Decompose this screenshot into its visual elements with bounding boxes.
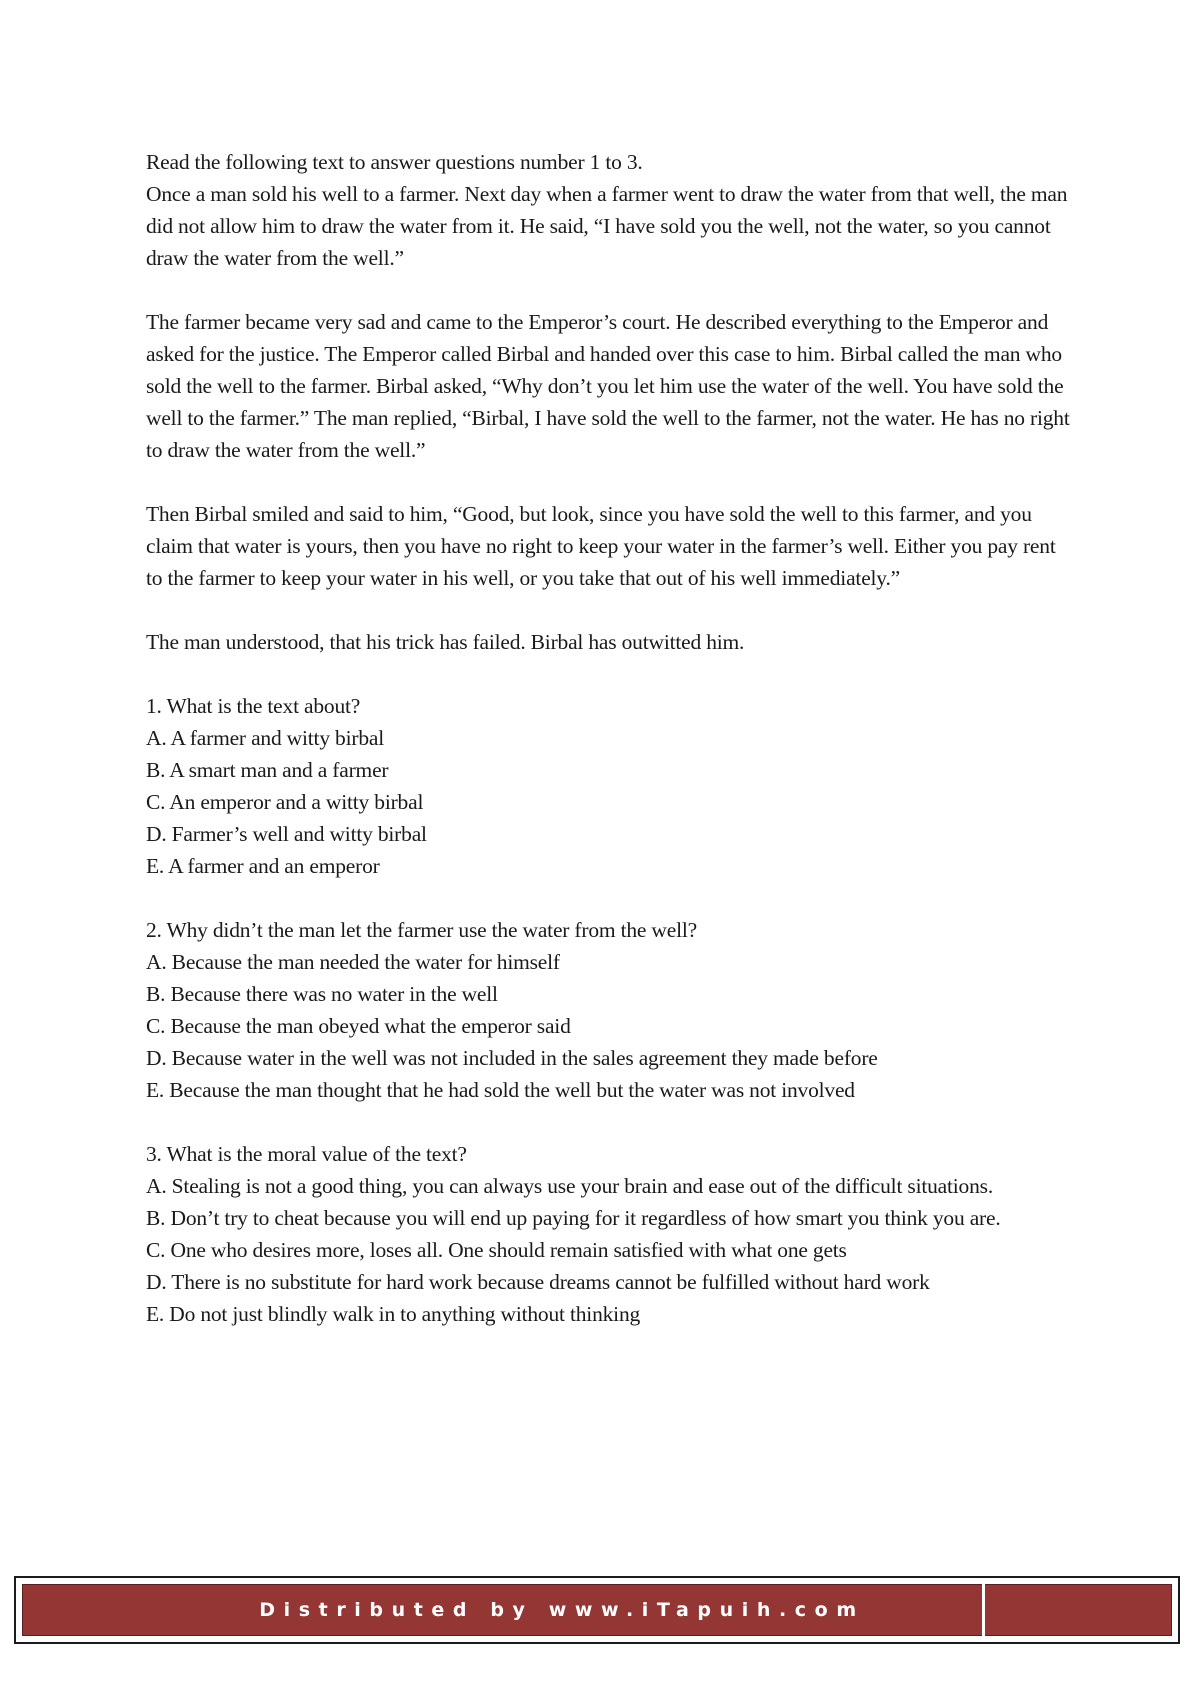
document-body [146,146,1076,1330]
footer-divider [982,1584,985,1636]
answer-option: D. There is no substitute for hard work because dreams cannot be fulfilled without hard work [146,1270,930,1294]
passage-paragraph-3: Then Birbal smiled and said to him, “Good, but look, since you have sold the well to this farmer, and you claim that water is yours, then you have no right to keep your water in the farmer’s well. Either you pay rent to the farmer to keep your water in his well, or you take that out of his well immediately.” [146,502,1056,590]
question-block-1 [146,690,1076,882]
question-text: 1. What is the text about? [146,694,361,718]
answer-option: E. Because the man thought that he had sold the well but the water was not involved [146,1078,855,1102]
paragraph-spacer [146,1106,1076,1138]
answer-option: B. Don’t try to cheat because you will end up paying for it regardless of how smart you think you are. [146,1206,1001,1230]
passage-paragraph-1: Once a man sold his well to a farmer. Next day when a farmer went to draw the water from that well, the man did not allow him to draw the water from it. He said, “I have sold you the well, not the water, so you cannot draw the water from the well.” [146,182,1068,270]
paragraph-spacer [146,658,1076,690]
answer-option: D. Farmer’s well and witty birbal [146,822,427,846]
answer-option: E. A farmer and an emperor [146,854,380,878]
footer-band [22,1584,1172,1636]
answer-option: C. An emperor and a witty birbal [146,790,424,814]
answer-option: C. One who desires more, loses all. One should remain satisfied with what one gets [146,1238,847,1262]
question-text: 3. What is the moral value of the text? [146,1142,467,1166]
paragraph-spacer [146,466,1076,498]
answer-option: A. Because the man needed the water for himself [146,950,560,974]
paragraph-spacer [146,882,1076,914]
question-block-3 [146,1138,1076,1330]
answer-option: B. A smart man and a farmer [146,758,389,782]
answer-option: A. Stealing is not a good thing, you can always use your brain and ease out of the difficult situations. [146,1174,994,1198]
paragraph-spacer [146,594,1076,626]
answer-option: E. Do not just blindly walk in to anything without thinking [146,1302,641,1326]
passage-paragraph-2: The farmer became very sad and came to the Emperor’s court. He described everything to the Emperor and asked for the justice. The Emperor called Birbal and handed over this case to him. Birbal called the man who sold the well to the farmer. Birbal asked, “Why don’t you let him use the water of the well. You have sold the well to the farmer.” The man replied, “Birbal, I have sold the well to the farmer, not the water. He has no right to draw the water from the well.” [146,310,1070,462]
answer-option: A. A farmer and witty birbal [146,726,385,750]
paragraph-spacer [146,274,1076,306]
answer-option: D. Because water in the well was not included in the sales agreement they made before [146,1046,878,1070]
passage-paragraph-4: The man understood, that his trick has failed. Birbal has outwitted him. [146,630,745,654]
question-text: 2. Why didn’t the man let the farmer use the water from the well? [146,918,697,942]
question-block-2 [146,914,1076,1106]
answer-option: C. Because the man obeyed what the emperor said [146,1014,571,1038]
footer-distribution-text: Distributed by www.iTapuih.com [259,1599,865,1621]
instruction-text: Read the following text to answer questions number 1 to 3. [146,150,643,174]
footer-banner [14,1576,1180,1644]
answer-option: B. Because there was no water in the well [146,982,498,1006]
